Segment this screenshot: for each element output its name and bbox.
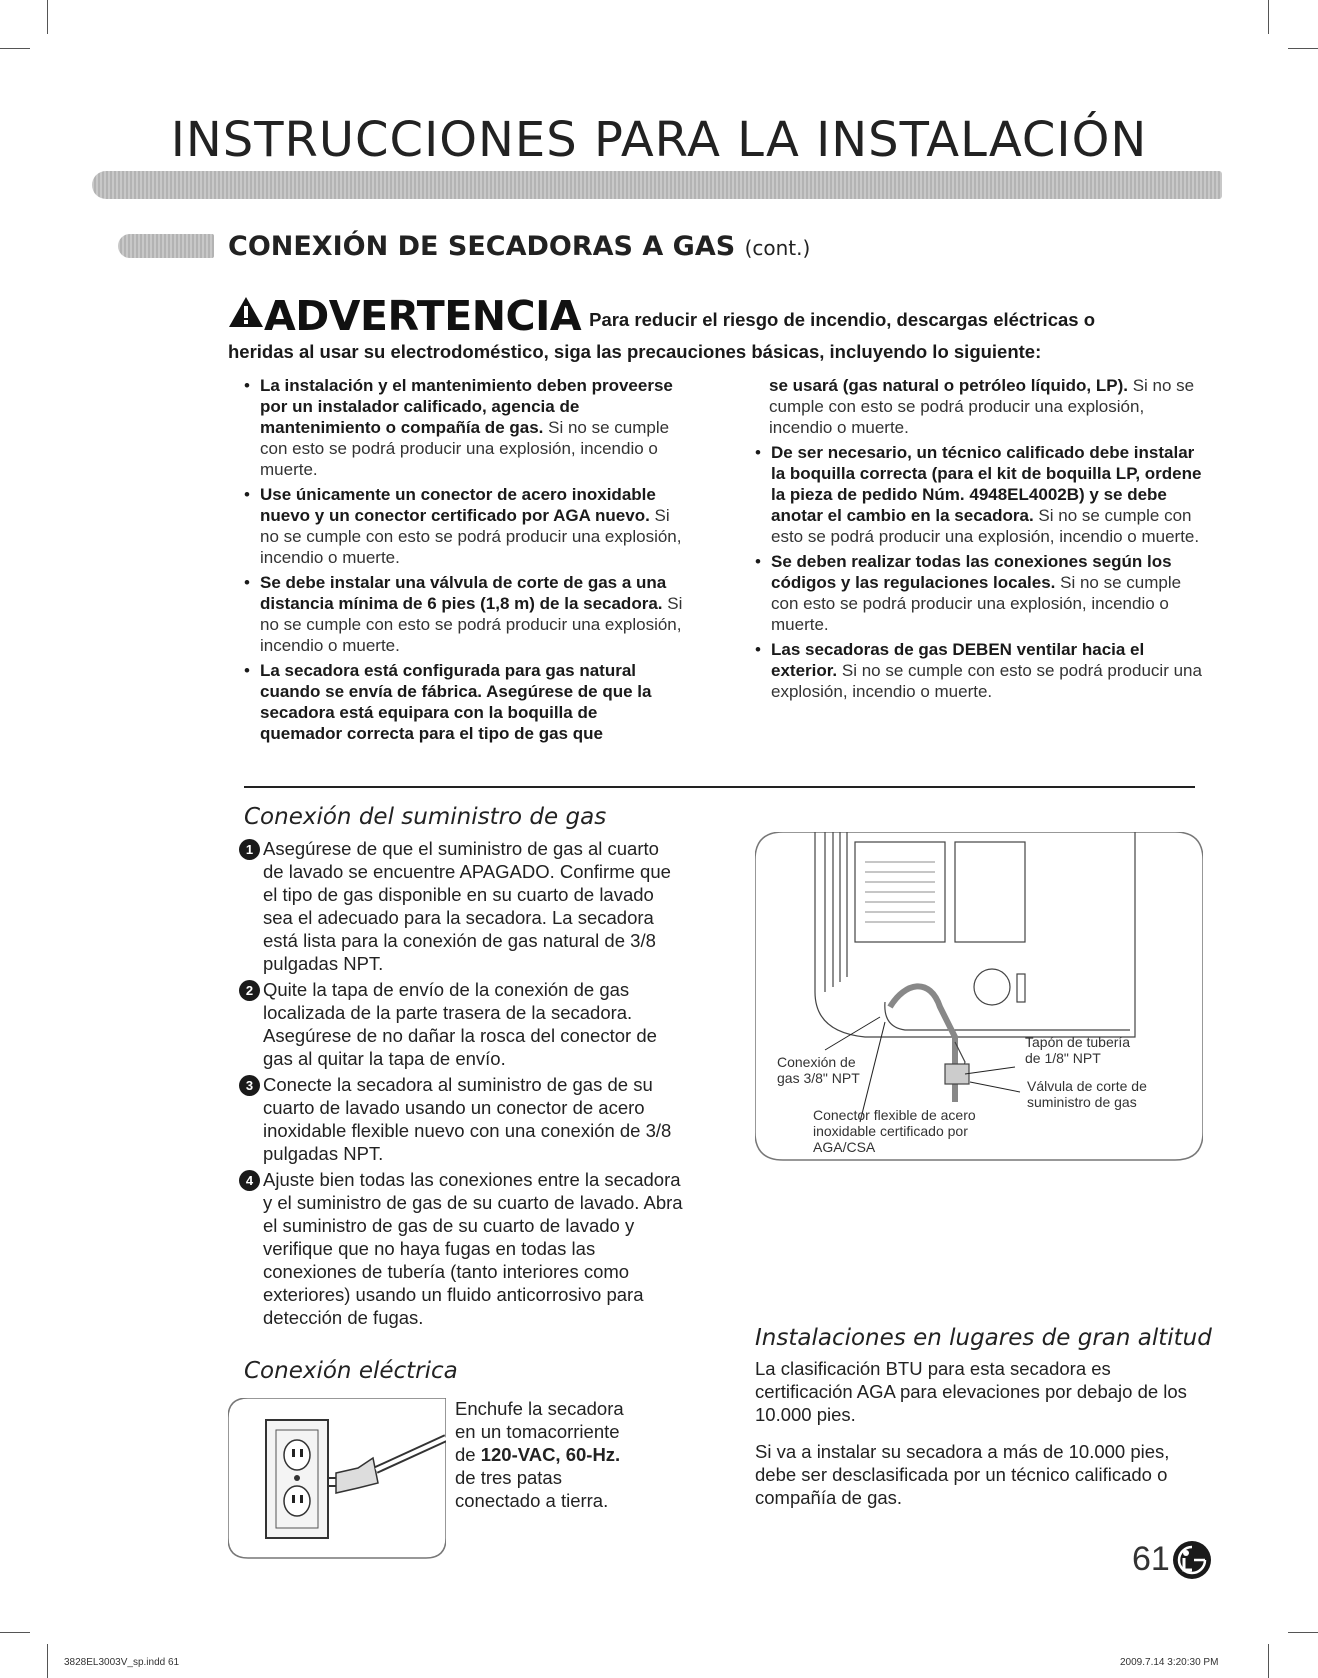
crop-mark xyxy=(47,0,48,34)
bullet-icon: • xyxy=(244,573,250,592)
label-line: Válvula de corte de xyxy=(1027,1078,1147,1094)
bullet-icon: • xyxy=(755,552,761,571)
step-item xyxy=(243,978,683,1070)
warning-list-left xyxy=(244,375,684,748)
gas-connection-heading: Conexión del suministro de gas xyxy=(244,804,607,830)
warning-word: ADVERTENCIA xyxy=(264,292,582,340)
step-item xyxy=(243,837,683,975)
label-flex-connector xyxy=(813,1107,976,1155)
outlet-plug-icon xyxy=(228,1398,446,1560)
list-item xyxy=(755,639,1205,702)
crop-mark xyxy=(0,48,30,49)
footer-file: 3828EL3003V_sp.indd 61 xyxy=(64,1657,180,1668)
section-title-text: CONEXIÓN DE SECADORAS A GAS xyxy=(228,231,736,262)
section-title xyxy=(228,231,810,262)
step-text: Conecte la secadora al suministro de gas de su cuarto de lavado usando un conector de acero inoxidable flexible nuevo con una conexión de 3/8 pulgadas NPT. xyxy=(263,1074,672,1164)
label-line: suministro de gas xyxy=(1027,1094,1137,1110)
lg-logo-icon xyxy=(1172,1540,1212,1585)
electric-text xyxy=(455,1397,695,1512)
bullet-strong: Se debe instalar una válvula de corte de gas a una distancia mínima de 6 pies (1,8 m) de la secadora. xyxy=(260,573,667,613)
bullet-normal: Si no se cumple con esto se podrá producir una explosión, incendio o muerte. xyxy=(260,506,682,567)
step-text: Asegúrese de que el suministro de gas al cuarto de lavado se encuentre APAGADO. Confirme que el tipo de gas disponible en su cuarto de lavado sea el adecuado para la secadora. La secadora está lista para la conexión de gas natural de 3/8 pulgadas NPT. xyxy=(263,838,671,974)
step-text: Quite la tapa de envío de la conexión de gas localizada de la parte trasera de la secadora. Asegúrese de no dañar la rosca del conector de gas al quitar la tapa de envío. xyxy=(263,979,657,1069)
warning-intro-1: Para reducir el riesgo de incendio, descargas eléctricas o xyxy=(589,309,1096,330)
bullet-normal: Si no se cumple con esto se podrá producir una explosión, incendio o muerte. xyxy=(769,376,1195,437)
gas-steps xyxy=(243,837,683,1332)
title-underline-bar xyxy=(92,171,1222,199)
electric-line: Enchufe la secadora xyxy=(455,1398,624,1419)
warning-intro-2: heridas al usar su electrodoméstico, siga las precauciones básicas, incluyendo lo siguiente: xyxy=(228,341,1042,362)
crop-mark xyxy=(1288,48,1318,49)
section-marker-bar xyxy=(118,234,214,258)
bullet-icon: • xyxy=(244,661,250,680)
bullet-strong: se usará (gas natural o petróleo líquido, LP). xyxy=(769,376,1128,395)
label-line: de 1/8" NPT xyxy=(1025,1050,1101,1066)
bullet-icon: • xyxy=(244,485,250,504)
label-line: Conexión de xyxy=(777,1054,856,1070)
bullet-strong: De ser necesario, un técnico calificado debe instalar la boquilla correcta (para el kit de boquilla LP, ordene la pieza de pedido Núm. 4948EL4002B) y se debe anotar el cambio en la secadora. xyxy=(771,443,1202,525)
section-divider xyxy=(244,786,1195,788)
electric-line: conectado a tierra. xyxy=(455,1490,609,1511)
list-item xyxy=(755,551,1205,635)
crop-mark xyxy=(1268,1644,1269,1678)
list-item-continued xyxy=(755,375,1205,438)
bullet-strong: La secadora está configurada para gas natural cuando se envía de fábrica. Asegúrese de que la secadora está equipara con la boquilla de quemador correcta para el tipo de gas que xyxy=(260,661,652,743)
list-item xyxy=(755,442,1205,547)
label-line: AGA/CSA xyxy=(813,1139,876,1155)
outlet-illustration xyxy=(228,1398,446,1560)
crop-mark xyxy=(1268,0,1269,34)
step-item xyxy=(243,1073,683,1165)
step-number-badge: 4 xyxy=(239,1170,260,1191)
electric-voltage: 120-VAC, 60-Hz. xyxy=(480,1444,621,1465)
list-item xyxy=(244,572,684,656)
label-line: Tapón de tubería xyxy=(1025,1034,1131,1050)
bullet-strong: Se deben realizar todas las conexiones según los códigos y las regulaciones locales. xyxy=(771,552,1172,592)
gas-connection-diagram xyxy=(755,832,1203,1164)
bullet-normal: Si no se cumple con esto se podrá producir una explosión, incendio o muerte. xyxy=(260,418,670,479)
warning-list-right xyxy=(755,375,1205,706)
crop-mark xyxy=(1288,1632,1318,1633)
electric-connection-heading: Conexión eléctrica xyxy=(244,1358,458,1384)
list-item xyxy=(244,375,684,480)
label-pipe-plug xyxy=(1025,1034,1130,1066)
bullet-strong: La instalación y el mantenimiento deben proveerse por un instalador calificado, agencia de mantenimiento o compañía de gas. xyxy=(260,376,673,437)
crop-mark xyxy=(47,1644,48,1678)
footer-timestamp: 2009.7.14 3:20:30 PM xyxy=(1120,1657,1219,1668)
altitude-p2: Si va a instalar su secadora a más de 10.000 pies, debe ser desclasificada por un técnico calificado o compañía de gas. xyxy=(755,1441,1170,1508)
bullet-icon: • xyxy=(755,640,761,659)
label-shutoff-valve xyxy=(1027,1078,1147,1110)
label-gas-connection xyxy=(777,1054,860,1086)
altitude-p1: La clasificación BTU para esta secadora es certificación AGA para elevaciones por debajo de los 10.000 pies. xyxy=(755,1358,1187,1425)
bullet-normal: Si no se cumple con esto se podrá producir una explosión, incendio o muerte. xyxy=(771,661,1202,701)
list-item xyxy=(244,484,684,568)
step-number-badge: 1 xyxy=(239,839,260,860)
bullet-normal: Si no se cumple con esto se podrá producir una explosión, incendio o muerte. xyxy=(771,506,1200,546)
label-line: Conector flexible de acero xyxy=(813,1107,976,1123)
bullet-strong: Use únicamente un conector de acero inoxidable nuevo y un conector certificado por AGA nuevo. xyxy=(260,485,656,525)
bullet-icon: • xyxy=(755,443,761,462)
label-line: gas 3/8" NPT xyxy=(777,1070,860,1086)
page-number: 61 xyxy=(1132,1540,1170,1578)
electric-line xyxy=(455,1443,695,1466)
page-title: INSTRUCCIONES PARA LA INSTALACIÓN xyxy=(170,112,1148,168)
section-title-cont: (cont.) xyxy=(744,236,811,260)
crop-mark xyxy=(0,1632,30,1633)
electric-text-pre: de xyxy=(455,1444,481,1465)
bullet-normal: Si no se cumple con esto se podrá producir una explosión, incendio o muerte. xyxy=(771,573,1182,634)
list-item xyxy=(244,660,684,744)
label-line: inoxidable certificado por xyxy=(813,1123,968,1139)
electric-line: en un tomacorriente xyxy=(455,1421,620,1442)
bullet-strong: Las secadoras de gas DEBEN ventilar hacia el exterior. xyxy=(771,640,1145,680)
bullet-normal: Si no se cumple con esto se podrá producir una explosión, incendio o muerte. xyxy=(260,594,683,655)
step-number-badge: 2 xyxy=(239,980,260,1001)
warning-header xyxy=(228,292,1228,340)
step-text: Ajuste bien todas las conexiones entre la secadora y el suministro de gas de su cuarto de lavado. Abra el suministro de gas de su cuarto de lavado y verifique que no haya fugas en todas las conexiones de tubería (tanto interiores como exteriores) usando un fluido anticorrosivo para detección de fugas. xyxy=(263,1169,683,1328)
step-item xyxy=(243,1168,683,1329)
altitude-heading: Instalaciones en lugares de gran altitud xyxy=(755,1325,1212,1351)
warning-triangle-icon xyxy=(228,296,264,334)
bullet-icon: • xyxy=(244,376,250,395)
step-number-badge: 3 xyxy=(239,1075,260,1096)
electric-line: de tres patas xyxy=(455,1467,562,1488)
